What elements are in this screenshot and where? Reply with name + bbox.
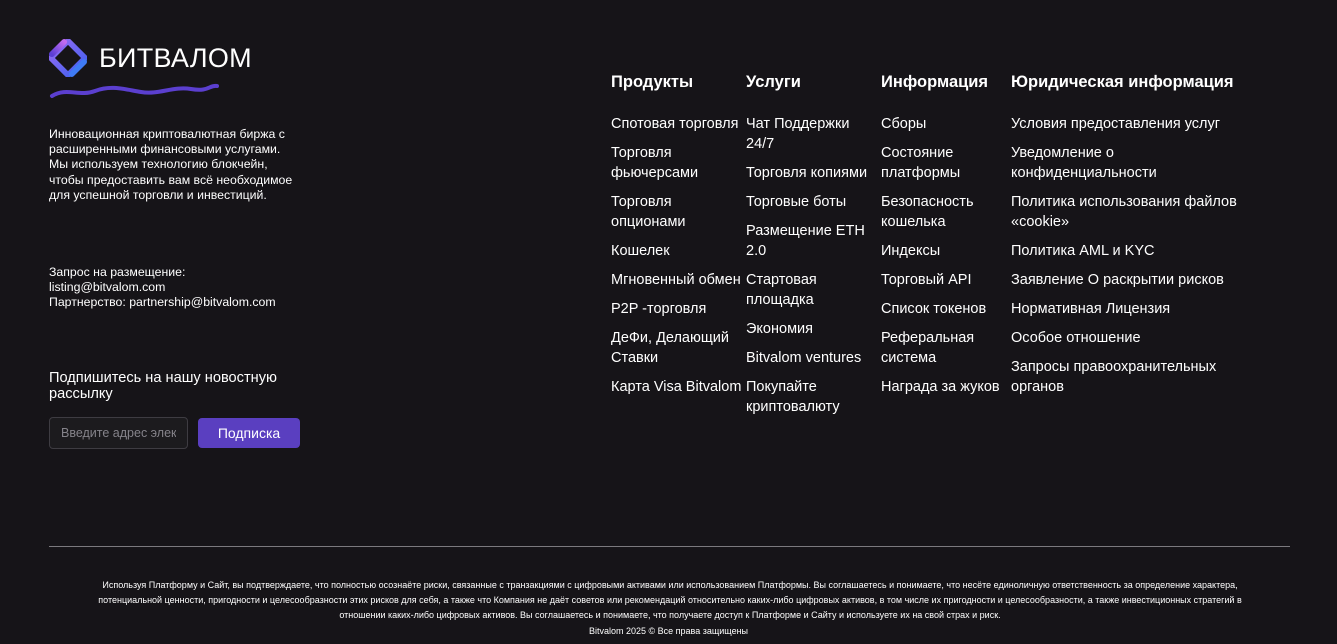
footer-link-wallet-security[interactable]: Безопасность кошелька xyxy=(881,194,974,230)
column-title: Продукты xyxy=(611,73,694,91)
footer-link-spot-trading[interactable]: Спотовая торговля xyxy=(611,116,739,132)
footer-link-privacy-notice[interactable]: Уведомление о конфиденциальности xyxy=(1011,145,1157,181)
column-title: Информация xyxy=(881,73,989,91)
footer-divider xyxy=(49,546,1290,547)
footer-link-indices[interactable]: Индексы xyxy=(881,243,941,259)
column-legal xyxy=(1011,72,1243,406)
footer-link-wallet[interactable]: Кошелек xyxy=(611,243,670,259)
newsletter-title: Подпишитесь на нашу новостную рассылку xyxy=(49,370,277,402)
link-list xyxy=(611,114,747,397)
footer-link-regulatory-license[interactable]: Нормативная Лицензия xyxy=(1011,301,1171,317)
footer-link-futures-trading[interactable]: Торговля фьючерсами xyxy=(611,145,699,181)
copyright: Bitvalom 2025 © Все права защищены xyxy=(588,626,749,636)
contacts xyxy=(49,265,276,311)
column-services xyxy=(746,72,876,426)
footer-link-copy-trading[interactable]: Торговля копиями xyxy=(746,165,868,181)
footer-link-buy-crypto[interactable]: Покупайте криптовалюту xyxy=(746,379,840,415)
link-list xyxy=(1011,114,1243,397)
footer-link-platform-status[interactable]: Состояние платформы xyxy=(881,145,961,181)
footer-link-risk-disclosure[interactable]: Заявление О раскрытии рисков xyxy=(1011,272,1224,288)
footer-link-trading-api[interactable]: Торговый API xyxy=(881,272,972,288)
about-text: Инновационная криптовалютная биржа с расширенными финансовыми услугами. Мы используем технологию блокчейн, чтобы предоставить вам всё необходимое для успешной торговли и инвестиций. xyxy=(49,127,293,202)
subscribe-button[interactable]: Подписка xyxy=(198,418,300,448)
footer-link-aml-kyc-policy[interactable]: Политика AML и KYC xyxy=(1011,243,1155,259)
footer-link-cookie-policy[interactable]: Политика использования файлов «cookie» xyxy=(1011,194,1237,230)
footer-link-defi-staking[interactable]: ДеФи, Делающий Ставки xyxy=(611,330,729,366)
link-list xyxy=(746,114,876,417)
footer-link-p2p-trading[interactable]: P2P -торговля xyxy=(611,301,707,317)
listing-request-label: Запрос на размещение: xyxy=(49,265,186,279)
footer-link-fees[interactable]: Сборы xyxy=(881,116,927,132)
brand-name: БИТВАЛОМ xyxy=(99,42,252,73)
footer-link-ventures[interactable]: Bitvalom ventures xyxy=(746,350,862,366)
link-list xyxy=(881,114,1009,397)
footer-link-trading-bots[interactable]: Торговые боты xyxy=(746,194,847,210)
column-products xyxy=(611,72,747,406)
footer-link-eth-staking[interactable]: Размещение ETH 2.0 xyxy=(746,223,865,259)
squiggle-underline-decoration xyxy=(49,80,221,102)
partnership-contact[interactable]: Партнерство: partnership@bitvalom.com xyxy=(49,295,276,310)
column-title: Услуги xyxy=(746,73,801,91)
footer-link-savings[interactable]: Экономия xyxy=(746,321,813,337)
footer-link-token-list[interactable]: Список токенов xyxy=(881,301,987,317)
footer-link-special-treatment[interactable]: Особое отношение xyxy=(1011,330,1141,346)
footer-link-referral-system[interactable]: Реферальная система xyxy=(881,330,975,366)
newsletter-email-input[interactable] xyxy=(49,417,188,449)
column-information xyxy=(881,72,1009,406)
footer-link-law-enforcement-requests[interactable]: Запросы правоохранительных органов xyxy=(1011,359,1217,395)
footer-link-options-trading[interactable]: Торговля опционами xyxy=(611,194,686,230)
column-title: Юридическая информация xyxy=(1011,73,1234,91)
footer-link-support-chat[interactable]: Чат Поддержки 24/7 xyxy=(746,116,850,152)
footer-link-instant-exchange[interactable]: Мгновенный обмен xyxy=(611,272,741,288)
listing-email[interactable]: listing@bitvalom.com xyxy=(49,280,166,295)
footer-link-terms-of-service[interactable]: Условия предоставления услуг xyxy=(1011,116,1221,132)
brand[interactable] xyxy=(49,38,252,102)
diamond-logo-icon xyxy=(49,39,87,77)
footer-link-bug-bounty[interactable]: Награда за жуков xyxy=(881,379,1000,395)
footer-link-launchpad[interactable]: Стартовая площадка xyxy=(746,272,817,308)
risk-disclaimer: Используя Платформу и Сайт, вы подтверждаете, что полностью осознаёте риски, связанные с транзакциями с цифровыми активами или использованием Платформы. Вы соглашаетесь и понимаете, что несёте единоличную ответственность за определение характера, потенциальной ценности, пригодности и целесообразности этих рисков для себя, а также что Компания не даёт советов или рекомендаций относительно каких-либо цифровых активов, в том числе их пригодности и целесообразности, а также инвестиционных стратегий в отношении каких-либо цифровых активов. Вы соглашаетесь и понимаете, что получаете доступ к Платформе и Сайту и используете их на свой страх и риск. xyxy=(98,580,1242,621)
footer-link-visa-card[interactable]: Карта Visa Bitvalom xyxy=(611,379,742,395)
